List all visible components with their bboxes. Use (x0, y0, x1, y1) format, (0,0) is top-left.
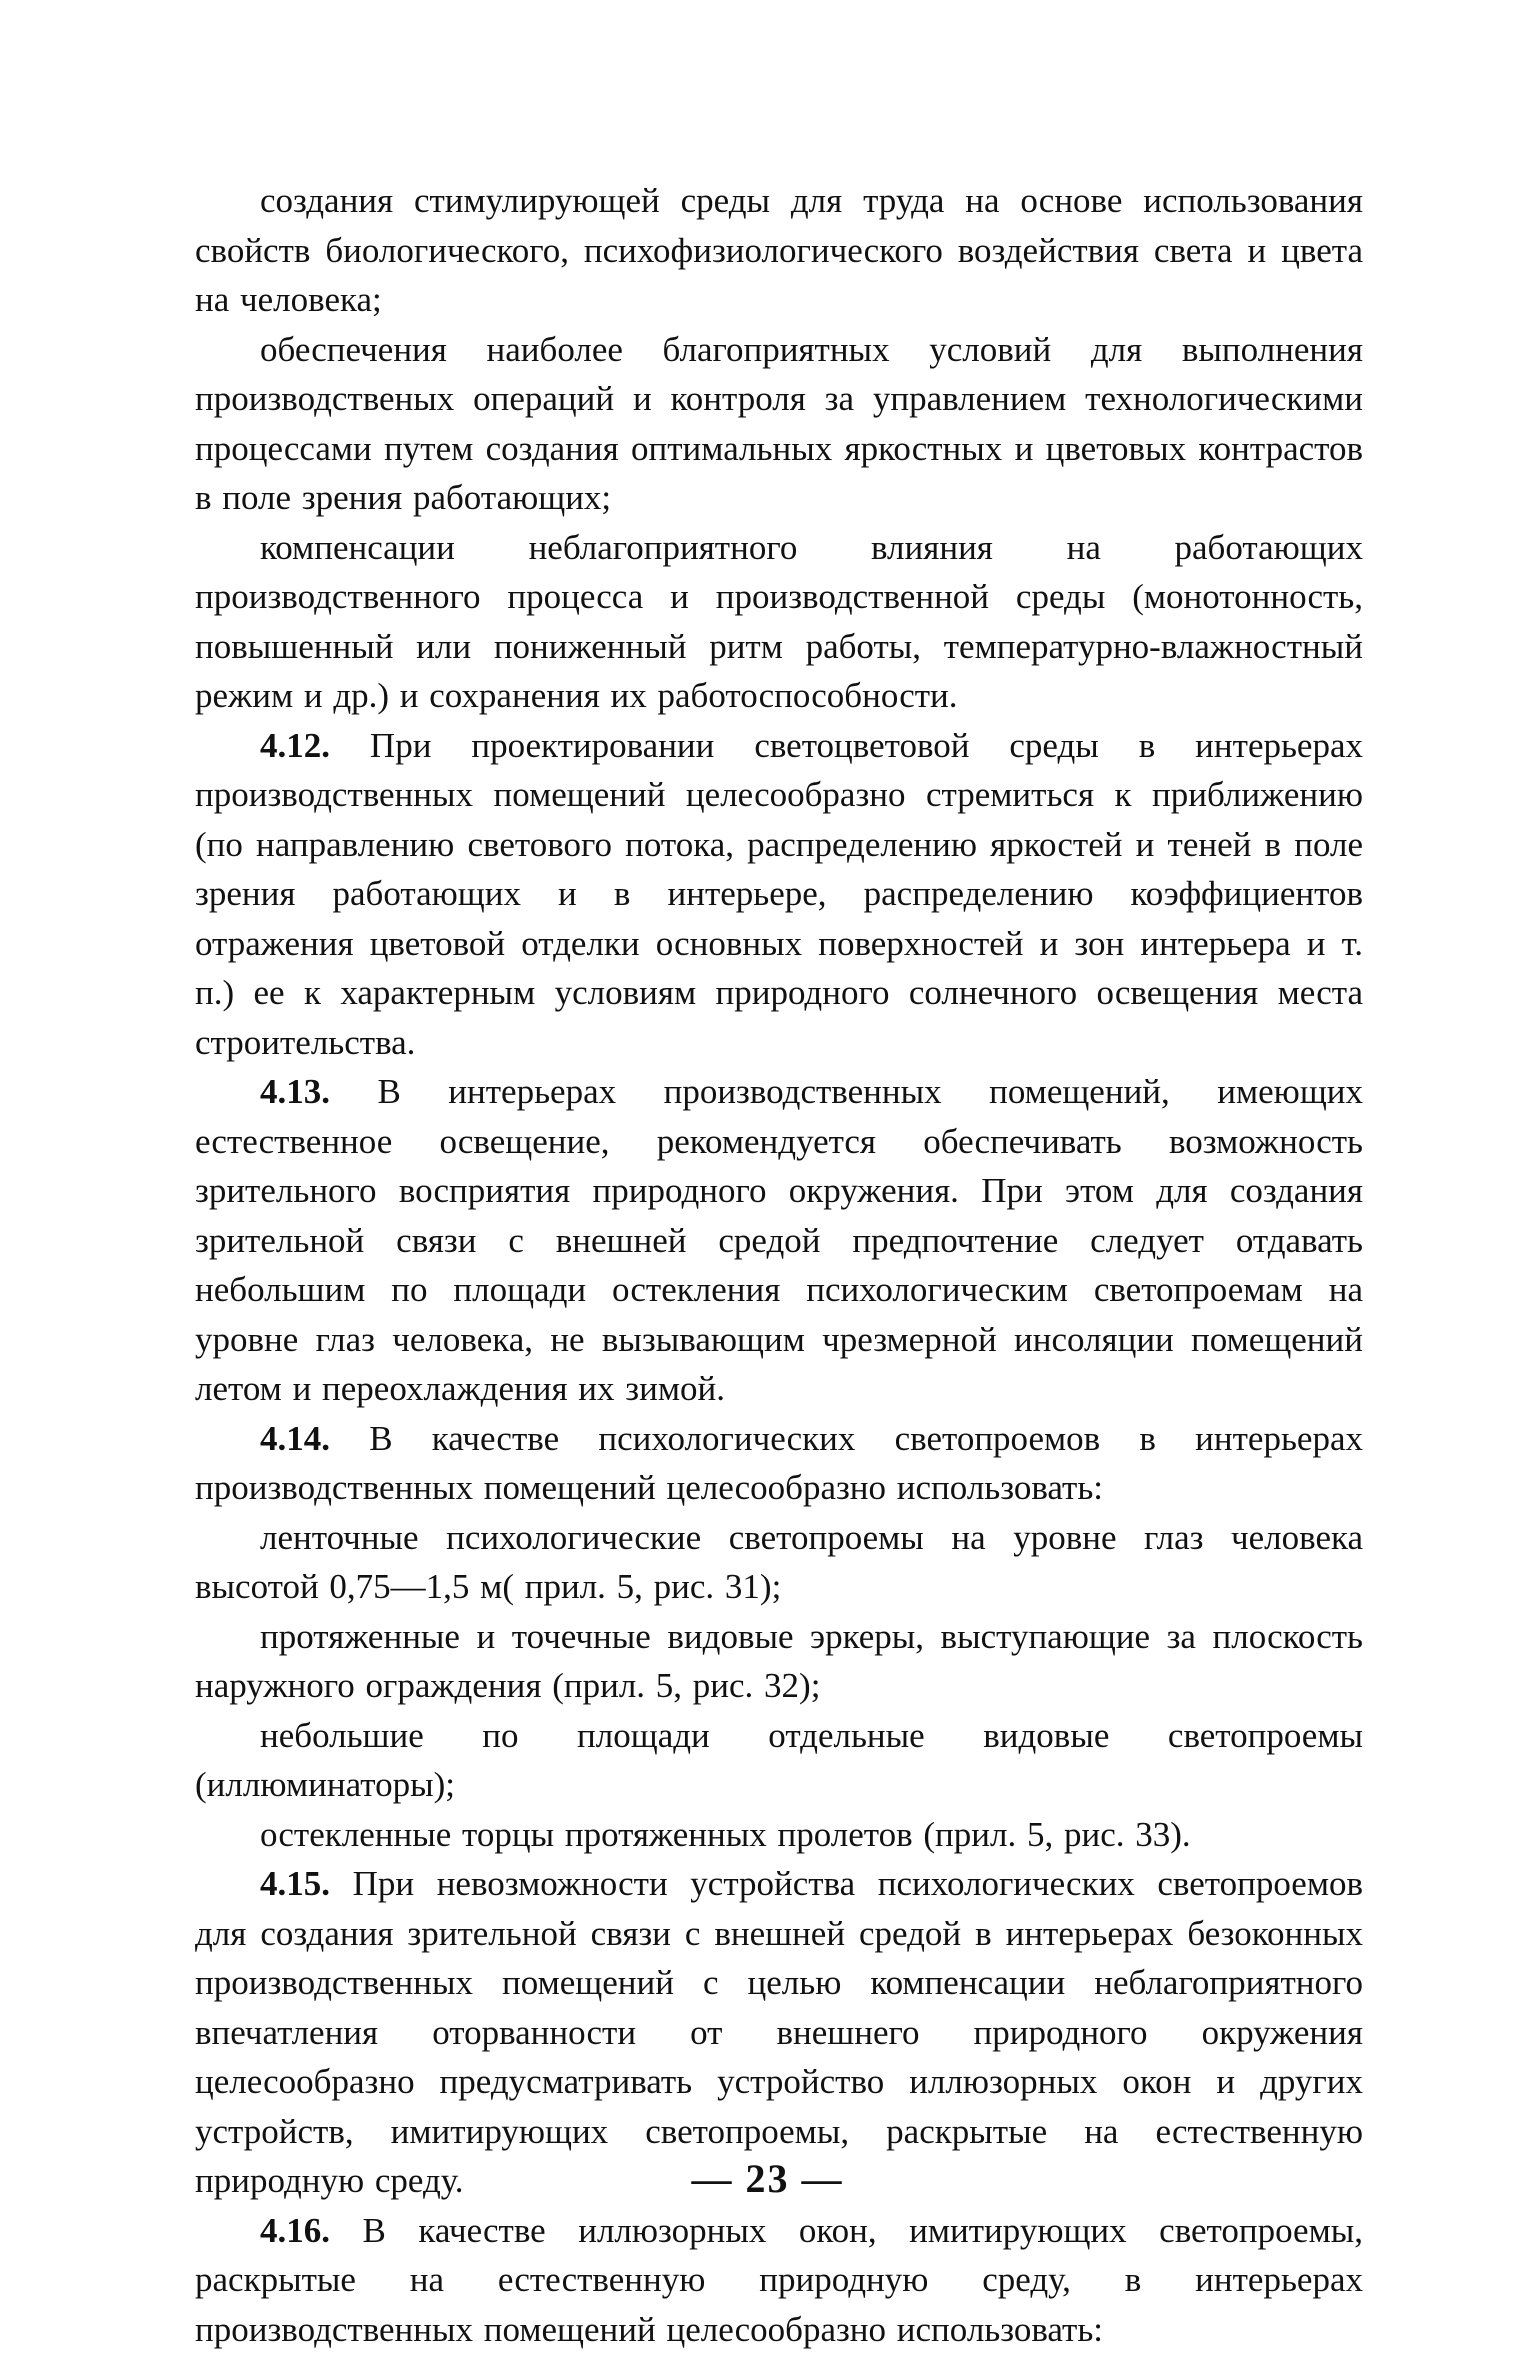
paragraph-favorable-conditions (195, 325, 1363, 523)
clause-number: 4.14. (260, 1418, 330, 1458)
list-item-portholes (195, 1711, 1363, 1810)
paragraph-text: обеспечения наиболее благоприятных условий для выполнения производственых операций и контроля за управлением технологическими процессами путем создания оптимальных яркостных и цветовых контрастов в поле зрения работающих; (195, 329, 1363, 517)
paragraph-text: В качестве иллюзорных окон, имитирующих светопроемы, раскрытые на естественную природную среду, в интерьерах производственных помещений целесообразно использовать: (195, 2210, 1363, 2349)
paragraph-text: создания стимулирующей среды для труда на основе использования свойств биологического, психофизиологического воздействия света и цвета на человека; (195, 181, 1363, 319)
clause-number: 4.12. (260, 725, 330, 765)
clause-number: 4.15. (260, 1864, 330, 1903)
paragraph-text: При невозможности устройства психологических светопроемов для создания зрительной связи с внешней средой в интерьерах безоконных производственных помещений с целью компенсации неблагоприятного впечатления оторванности от внешнего природного окружения целесообразно предусматривать устройство иллюзорных окон и других устройств, имитирующих светопроемы, раскрытые на естественную природную среду. (195, 1864, 1363, 2200)
clause-4-16 (195, 2206, 1363, 2355)
paragraph-text: В интерьерах производственных помещений, имеющих естественное освещение, рекомендуется обеспечивать возможность зрительного восприятия природного окружения. При этом для создания зрительной связи с внешней средой предпочтение следует отдавать небольшим по площади остекления психологическим светопроемам на уровне глаз человека, не вызывающим чрезмерной инсоляции помещений летом и переохлаждения их зимой. (195, 1072, 1364, 1408)
paragraph-text: В качестве психологических светопроемов в интерьерах производственных помещений целесообразно использовать: (195, 1418, 1363, 1507)
paragraph-text: ленточные психологические светопроемы на уровне глаз человека высотой 0,75—1,5 м( прил. 5, рис. 31); (195, 1517, 1363, 1606)
clause-4-12 (195, 721, 1363, 1068)
list-item-glazed-ends (195, 1810, 1363, 1860)
list-item-bay-windows (195, 1612, 1363, 1711)
page-number: — 23 — (691, 2156, 844, 2201)
paragraph-text: компенсации неблагоприятного влияния на работающих производственного процесса и производственной среды (монотонность, повышенный или пониженный ритм работы, температурно-влажностный режим и др.) и сохранения их работоспособности. (195, 527, 1363, 715)
paragraph-text: протяженные и точечные видовые эркеры, выступающие за плоскость наружного ограждения (прил. 5, рис. 32); (195, 1616, 1363, 1705)
paragraph-text: небольшие по площади отдельные видовые светопроемы (иллюминаторы); (195, 1715, 1363, 1804)
clause-4-13 (195, 1067, 1363, 1414)
paragraph-text: остекленные торцы протяженных пролетов (прил. 5, рис. 33). (260, 1814, 1191, 1854)
paragraph-compensation (195, 523, 1363, 721)
clause-4-15 (195, 1859, 1363, 2206)
clause-number: 4.13. (260, 1072, 330, 1111)
clause-number: 4.16. (260, 2210, 330, 2250)
clause-4-14 (195, 1414, 1363, 1513)
paragraph-text: При проектировании светоцветовой среды в интерьерах производственных помещений целесообразно стремиться к приближению (по направлению светового потока, распределению яркостей и теней в поле зрения работающих и в интерьере, распределению коэффициентов отражения цветовой отделки основных поверхностей и зон интерьера и т. п.) ее к характерным условиям природного солнечного освещения места строительства. (195, 725, 1364, 1062)
list-item-ribbon-windows (195, 1513, 1363, 1612)
paragraph-stimulating-environment (195, 176, 1363, 325)
page-body (195, 176, 1363, 2354)
